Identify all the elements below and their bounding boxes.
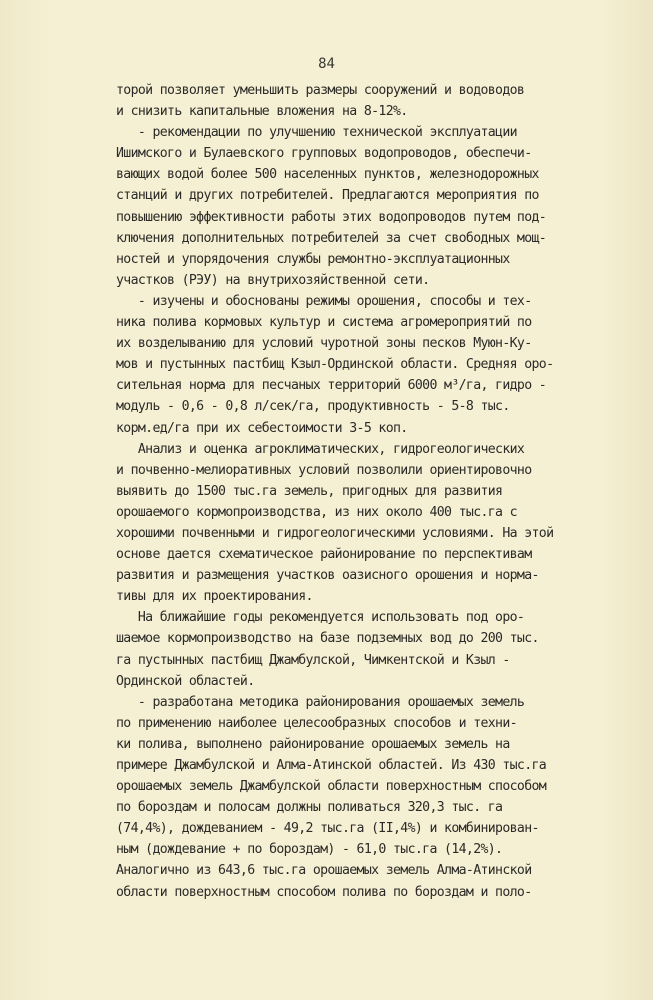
text-line: вающих водой более 500 населенных пунктов, железнодорожных xyxy=(116,167,539,183)
text-line: Аналогично из 643,6 тыс.га орошаемых земель Алма-Атинской xyxy=(116,863,532,879)
text-line: основе дается схематическое районирование по перспективам xyxy=(116,547,532,563)
text-line: мов и пустынных пастбищ Кзыл-Ординской области. Средняя оро- xyxy=(116,357,554,373)
text-line: га пустынных пастбищ Джамбулской, Чимкентской и Кзыл - xyxy=(116,652,510,668)
text-line: - рекомендации по улучшению технической эксплуатации xyxy=(116,125,517,141)
text-line: развития и размещения участков оазисного орошения и норма- xyxy=(116,568,539,584)
text-line: ключения дополнительных потребителей за счет свободных мощ- xyxy=(116,230,547,246)
text-line: повышению эффективности работы этих водопроводов путем под- xyxy=(116,209,547,225)
text-line: - разработана методика районирования орошаемых земель xyxy=(116,694,525,710)
text-line: модуль - 0,6 - 0,8 л/сек/га, продуктивность - 5-8 тыс. xyxy=(116,399,510,415)
text-line: и снизить капитальные вложения на 8-12%. xyxy=(116,104,408,120)
text-line: области поверхностным способом полива по бороздам и поло- xyxy=(116,884,532,900)
text-line: и почвенно-мелиоративных условий позволили ориентировочно xyxy=(116,462,532,478)
text-line: орошаемого кормопроизводства, из них около 400 тыс.га с xyxy=(116,504,517,520)
text-line: по бороздам и полосам должны поливаться 320,3 тыс. га xyxy=(116,800,503,816)
text-line: корм.ед/га при их себестоимости 3-5 коп. xyxy=(116,420,408,436)
text-line: хорошими почвенными и гидрогеологическими условиями. На этой xyxy=(116,525,554,541)
text-line: сительная норма для песчаных территорий 6000 м³/га, гидро - xyxy=(116,378,547,394)
text-line: ника полива кормовых культур и система агромероприятий по xyxy=(116,315,532,331)
text-line: Ишимского и Булаевского групповых водопроводов, обеспечи- xyxy=(116,146,532,162)
page-number: 84 xyxy=(318,56,335,72)
text-line: участков (РЭУ) на внутрихозяйственной сети. xyxy=(116,272,430,288)
text-line: ки полива, выполнено районирование орошаемых земель на xyxy=(116,736,510,752)
text-line: (74,4%), дождеванием - 49,2 тыс.га (II,4%) и комбинирован- xyxy=(116,821,539,837)
text-line: их возделыванию для условий чуротной зоны песков Муюн-Ку- xyxy=(116,336,532,352)
text-line: тивы для их проектирования. xyxy=(116,589,313,605)
text-line: ным (дождевание + по бороздам) - 61,0 тыс.га (14,2%). xyxy=(116,842,503,858)
text-line: орошаемых земель Джамбулской области поверхностным способом xyxy=(116,779,547,795)
text-line: Анализ и оценка агроклиматических, гидрогеологических xyxy=(116,441,525,457)
text-line: торой позволяет уменьшить размеры сооружений и водоводов xyxy=(116,83,525,98)
text-line: выявить до 1500 тыс.га земель, пригодных для развития xyxy=(116,483,503,499)
text-line: - изучены и обоснованы режимы орошения, способы и тех- xyxy=(116,293,532,309)
body-text xyxy=(116,80,584,903)
text-line: ностей и упорядочения службы ремонтно-эксплуатационных xyxy=(116,251,510,267)
text-line: шаемое кормопроизводство на базе подземных вод до 200 тыс. xyxy=(116,631,539,647)
text-line: станций и других потребителей. Предлагаются мероприятия по xyxy=(116,188,539,204)
text-line: по применению наиболее целесообразных способов и техни- xyxy=(116,715,517,731)
text-line: На ближайшие годы рекомендуется использовать под оро- xyxy=(116,610,525,626)
text-line: примере Джамбулской и Алма-Атинской областей. Из 430 тыс.га xyxy=(116,758,547,773)
text-line: Ординской областей. xyxy=(116,673,255,689)
